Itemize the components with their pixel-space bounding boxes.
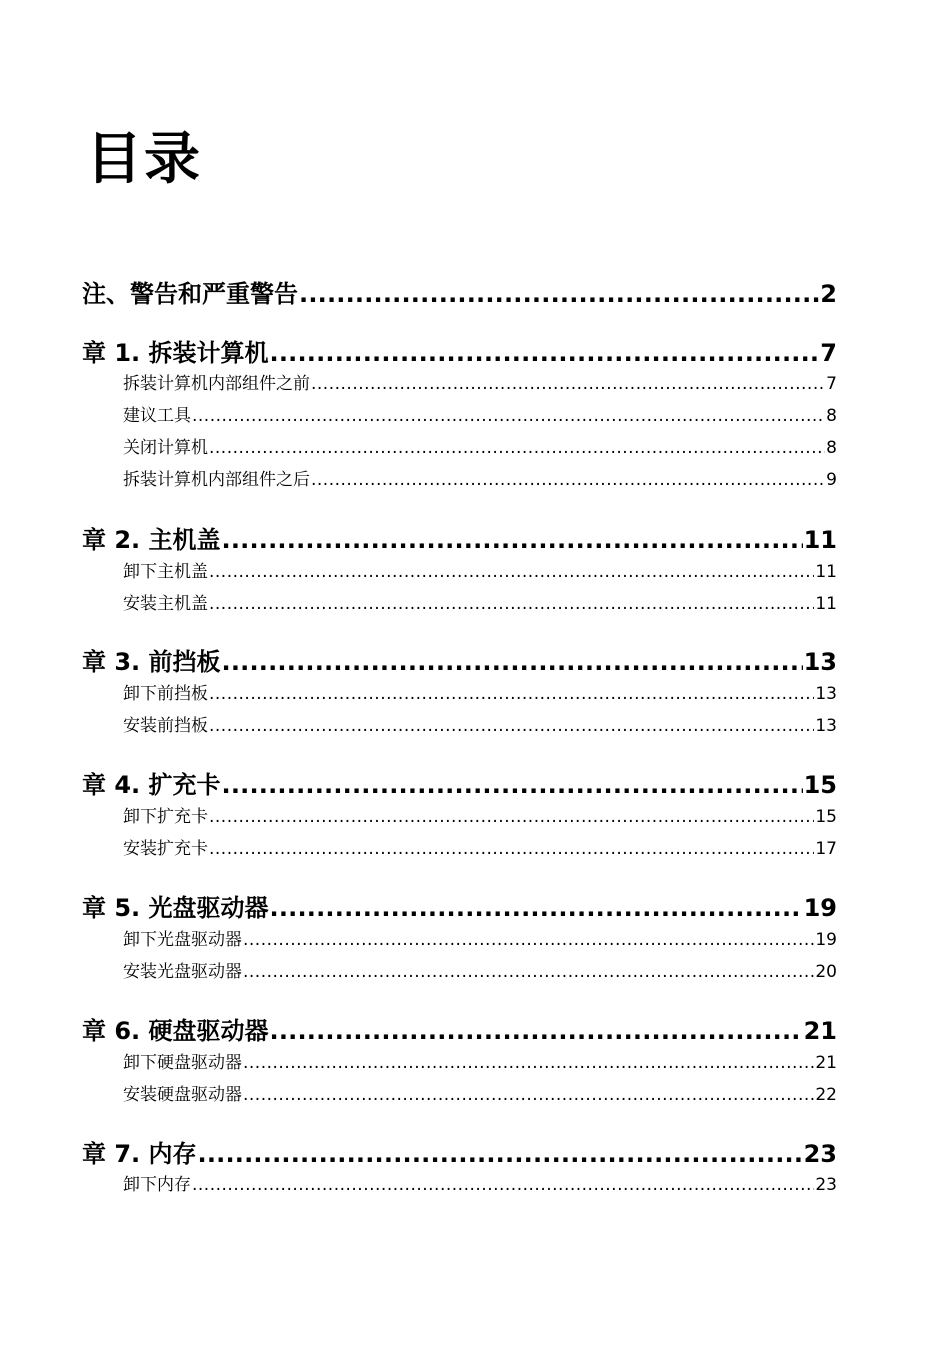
toc-entry-label: 卸下光盘驱动器	[123, 930, 242, 950]
toc-entry-page-number: 8	[826, 438, 837, 458]
toc-entry-label: 卸下前挡板	[123, 684, 208, 704]
dot-leader	[299, 279, 819, 309]
dot-leader	[270, 1016, 803, 1046]
toc-entry-page-number: 7	[820, 339, 837, 367]
toc-entry-label: 安装主机盖	[123, 594, 208, 614]
dot-leader	[222, 770, 803, 800]
dot-leader	[209, 593, 814, 615]
toc-entry-page-number: 23	[815, 1175, 837, 1195]
dot-leader	[243, 961, 814, 983]
toc-entry-label: 章 7. 内存	[82, 1140, 197, 1168]
toc-entry-page-number: 21	[815, 1053, 837, 1073]
toc-section-entry[interactable]	[123, 1174, 837, 1196]
toc-entry-label: 章 2. 主机盖	[82, 526, 221, 554]
toc-entry-page-number: 11	[815, 594, 837, 614]
dot-leader	[209, 806, 814, 828]
toc-entry-page-number: 15	[803, 771, 837, 799]
dot-leader	[209, 683, 814, 705]
dot-leader	[311, 373, 825, 395]
dot-leader	[243, 1084, 814, 1106]
toc-entry-page-number: 19	[815, 930, 837, 950]
toc-section-entry[interactable]	[123, 961, 837, 983]
dot-leader	[243, 929, 814, 951]
toc-entry-label: 安装光盘驱动器	[123, 962, 242, 982]
toc-entry-label: 卸下内存	[123, 1175, 191, 1195]
toc-section-entry[interactable]	[123, 469, 837, 491]
toc-entry-label: 章 5. 光盘驱动器	[82, 894, 269, 922]
dot-leader	[270, 893, 803, 923]
toc-section-entry[interactable]	[123, 1084, 837, 1106]
dot-leader	[311, 469, 825, 491]
toc-section-entry[interactable]	[123, 373, 837, 395]
toc-entry-label: 章 4. 扩充卡	[82, 771, 221, 799]
toc-section-entry[interactable]	[123, 838, 837, 860]
toc-entry-page-number: 21	[803, 1017, 837, 1045]
toc-entry-label: 关闭计算机	[123, 438, 208, 458]
toc-section-entry[interactable]	[123, 929, 837, 951]
toc-entry-label: 安装前挡板	[123, 716, 208, 736]
dot-leader	[209, 838, 814, 860]
toc-chapter-entry[interactable]	[82, 525, 837, 555]
toc-section-entry[interactable]	[123, 715, 837, 737]
toc-chapter-entry[interactable]	[82, 893, 837, 923]
toc-entry-label: 安装扩充卡	[123, 839, 208, 859]
dot-leader	[209, 561, 814, 583]
toc-entry-label: 卸下扩充卡	[123, 807, 208, 827]
toc-entry-page-number: 13	[815, 684, 837, 704]
dot-leader	[209, 437, 825, 459]
toc-entry-label: 章 6. 硬盘驱动器	[82, 1017, 269, 1045]
toc-entry-page-number: 11	[815, 562, 837, 582]
toc-entry-label: 卸下主机盖	[123, 562, 208, 582]
toc-chapter-entry[interactable]	[82, 1016, 837, 1046]
dot-leader	[270, 338, 820, 368]
toc-section-entry[interactable]	[123, 1052, 837, 1074]
toc-entry-page-number: 7	[826, 374, 837, 394]
page-title: 目录	[86, 127, 202, 192]
toc-entry-page-number: 22	[815, 1085, 837, 1105]
toc-entry-page-number: 2	[820, 280, 837, 308]
toc-entry-page-number: 19	[803, 894, 837, 922]
dot-leader	[222, 525, 803, 555]
toc-entry-label: 章 1. 拆装计算机	[82, 339, 269, 367]
toc-chapter-entry[interactable]	[82, 1139, 837, 1169]
toc-entry-page-number: 13	[803, 648, 837, 676]
toc-section-entry[interactable]	[123, 806, 837, 828]
toc-entry-label: 卸下硬盘驱动器	[123, 1053, 242, 1073]
dot-leader	[192, 1174, 814, 1196]
toc-section-entry[interactable]	[123, 405, 837, 427]
toc-chapter-entry[interactable]	[82, 647, 837, 677]
toc-entry-label: 安装硬盘驱动器	[123, 1085, 242, 1105]
toc-section-entry[interactable]	[123, 561, 837, 583]
toc-chapter-entry[interactable]	[82, 279, 837, 309]
dot-leader	[222, 647, 803, 677]
toc-section-entry[interactable]	[123, 683, 837, 705]
toc-entry-page-number: 8	[826, 406, 837, 426]
toc-section-entry[interactable]	[123, 437, 837, 459]
toc-entry-label: 拆装计算机内部组件之后	[123, 470, 310, 490]
toc-entry-page-number: 13	[815, 716, 837, 736]
toc-entry-page-number: 15	[815, 807, 837, 827]
toc-entry-page-number: 9	[826, 470, 837, 490]
toc-entry-label: 建议工具	[123, 406, 191, 426]
dot-leader	[243, 1052, 814, 1074]
toc-entry-label: 注、警告和严重警告	[82, 280, 298, 308]
toc-section-entry[interactable]	[123, 593, 837, 615]
toc-entry-page-number: 23	[803, 1140, 837, 1168]
toc-chapter-entry[interactable]	[82, 770, 837, 800]
toc-entry-page-number: 17	[815, 839, 837, 859]
toc-entry-page-number: 20	[815, 962, 837, 982]
toc-chapter-entry[interactable]	[82, 338, 837, 368]
toc-entry-label: 拆装计算机内部组件之前	[123, 374, 310, 394]
dot-leader	[198, 1139, 803, 1169]
dot-leader	[209, 715, 814, 737]
dot-leader	[192, 405, 825, 427]
toc-entry-page-number: 11	[803, 526, 837, 554]
toc-entry-label: 章 3. 前挡板	[82, 648, 221, 676]
